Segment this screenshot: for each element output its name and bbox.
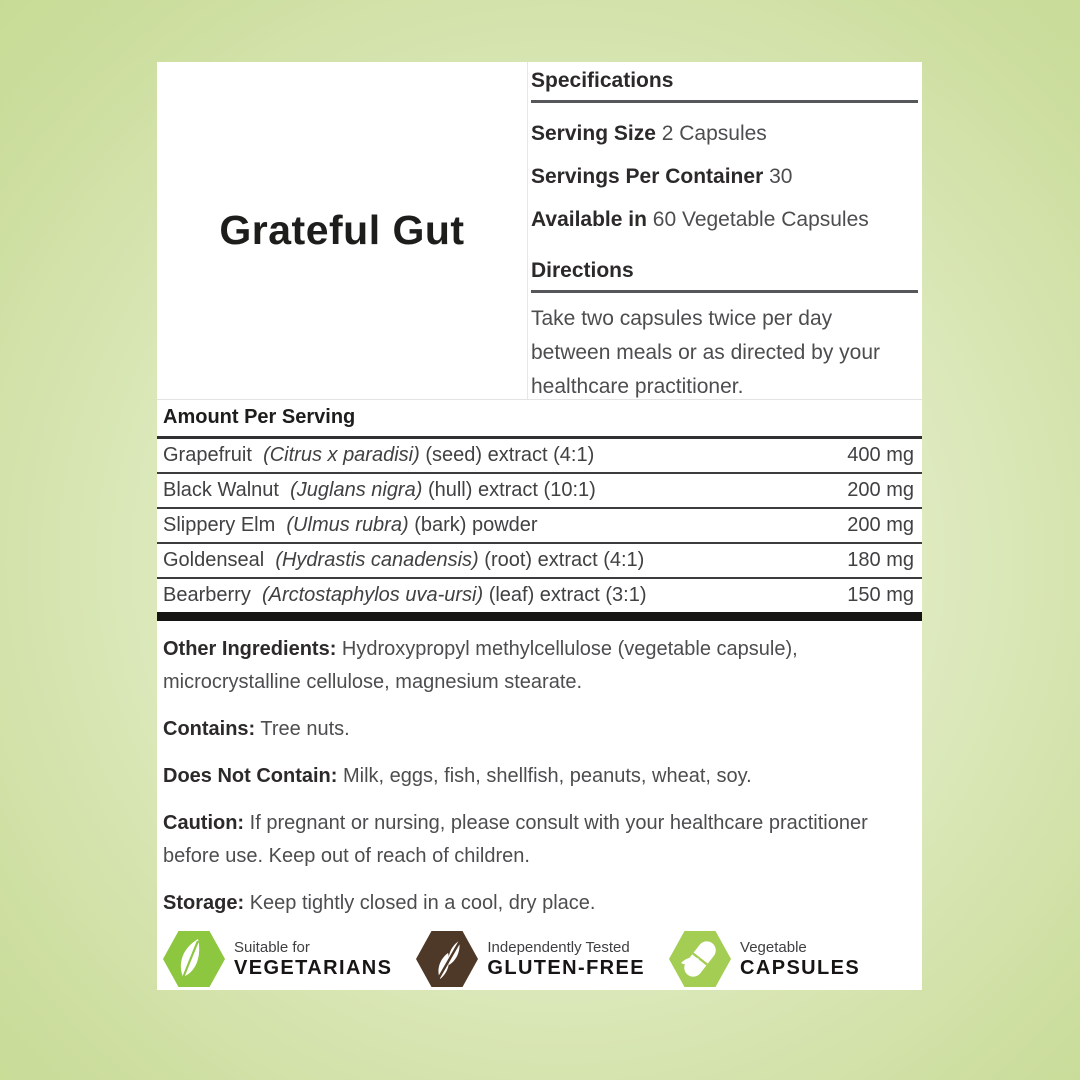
supplement-label-card [157, 62, 922, 990]
table-row [157, 544, 922, 579]
note-paragraph [163, 760, 912, 793]
ingredient-name-cell [163, 549, 644, 572]
note-label: Storage: [163, 892, 245, 914]
badge-top-label: Vegetable [740, 939, 807, 956]
note-label: Does Not Contain: [163, 765, 338, 787]
ingredient-amount: 400 mg [847, 444, 914, 466]
table-row [157, 439, 922, 474]
badge-text [234, 938, 392, 980]
note-label: Contains: [163, 718, 256, 740]
notes-section [157, 621, 922, 920]
table-row [157, 579, 922, 612]
directions-text: Take two capsules twice per day between meals or as directed by your healthcare practitioner. [531, 307, 881, 398]
amount-per-serving-heading: Amount Per Serving [157, 400, 922, 439]
ingredient-amount: 200 mg [847, 479, 914, 501]
ingredient-name: Slippery Elm [163, 514, 276, 536]
ingredient-detail: (seed) extract (4:1) [425, 444, 595, 466]
spec-label: Servings Per Container [531, 165, 764, 188]
ingredient-amount: 150 mg [847, 584, 914, 606]
badge-top-label: Independently Tested [487, 939, 630, 956]
leaf-icon [163, 931, 225, 987]
badge-bottom-label: GLUTEN-FREE [487, 957, 646, 979]
ingredient-name-cell [163, 479, 596, 502]
note-text: Tree nuts. [260, 718, 350, 740]
note-text: Keep tightly closed in a cool, dry place. [249, 892, 596, 914]
wheat-icon [416, 931, 478, 987]
note-label: Caution: [163, 812, 245, 834]
ingredient-latin-name: (Arctostaphylos uva-ursi) [261, 584, 484, 606]
ingredient-name: Goldenseal [163, 549, 265, 571]
title-pane [157, 62, 527, 399]
ingredient-latin-name: (Juglans nigra) [290, 479, 423, 501]
badge-row [163, 931, 860, 987]
badge-top-label: Suitable for [234, 939, 310, 956]
ingredient-latin-name: (Ulmus rubra) [286, 514, 409, 536]
page-title: Grateful Gut [219, 207, 465, 253]
note-paragraph [163, 713, 912, 746]
ingredient-name-cell [163, 584, 647, 607]
certification-badge [669, 931, 860, 987]
top-section [157, 62, 922, 400]
note-paragraph [163, 807, 912, 873]
badge-bottom-label: VEGETARIANS [234, 957, 393, 979]
note-paragraph [163, 887, 912, 920]
specification-rows [531, 122, 918, 232]
table-row [157, 474, 922, 509]
capsule-icon [669, 931, 731, 987]
note-label: Other Ingredients: [163, 638, 337, 660]
certification-badge [163, 931, 392, 987]
table-end-bar [157, 612, 922, 621]
note-text: Milk, eggs, fish, shellfish, peanuts, wheat, soy. [343, 765, 752, 787]
spec-label: Serving Size [531, 122, 656, 145]
ingredient-detail: (root) extract (4:1) [484, 549, 645, 571]
ingredient-name: Bearberry [163, 584, 251, 606]
table-row [157, 509, 922, 544]
note-text: Hydroxypropyl methylcellulose (vegetable capsule), microcrystalline cellulose, magnesium stearate. [163, 638, 798, 693]
specifications-heading: Specifications [531, 64, 918, 103]
ingredient-amount: 200 mg [847, 514, 914, 536]
specification-row [531, 208, 918, 232]
ingredient-latin-name: (Citrus x paradisi) [263, 444, 420, 466]
ingredient-latin-name: (Hydrastis canadensis) [275, 549, 479, 571]
certification-badge [416, 931, 645, 987]
ingredient-table [157, 439, 922, 612]
directions-heading: Directions [531, 254, 918, 293]
ingredient-detail: (leaf) extract (3:1) [488, 584, 647, 606]
badge-bottom-label: CAPSULES [740, 957, 861, 979]
specification-row [531, 122, 918, 146]
ingredient-detail: (bark) powder [414, 514, 538, 536]
note-paragraph [163, 633, 912, 699]
specifications-pane [527, 62, 922, 399]
ingredient-detail: (hull) extract (10:1) [427, 479, 596, 501]
spec-label: Available in [531, 208, 647, 231]
spec-value: 60 Vegetable Capsules [652, 208, 869, 231]
ingredient-amount: 180 mg [847, 549, 914, 571]
ingredient-name-cell [163, 444, 594, 467]
ingredient-name: Black Walnut [163, 479, 279, 501]
specification-row [531, 165, 918, 189]
badge-text [740, 938, 860, 980]
badge-text [487, 938, 645, 980]
ingredient-name: Grapefruit [163, 444, 252, 466]
spec-value: 30 [769, 165, 793, 188]
spec-value: 2 Capsules [661, 122, 767, 145]
ingredient-name-cell [163, 514, 538, 537]
note-text: If pregnant or nursing, please consult with your healthcare practitioner before use. Keep out of reach of children. [163, 812, 868, 867]
